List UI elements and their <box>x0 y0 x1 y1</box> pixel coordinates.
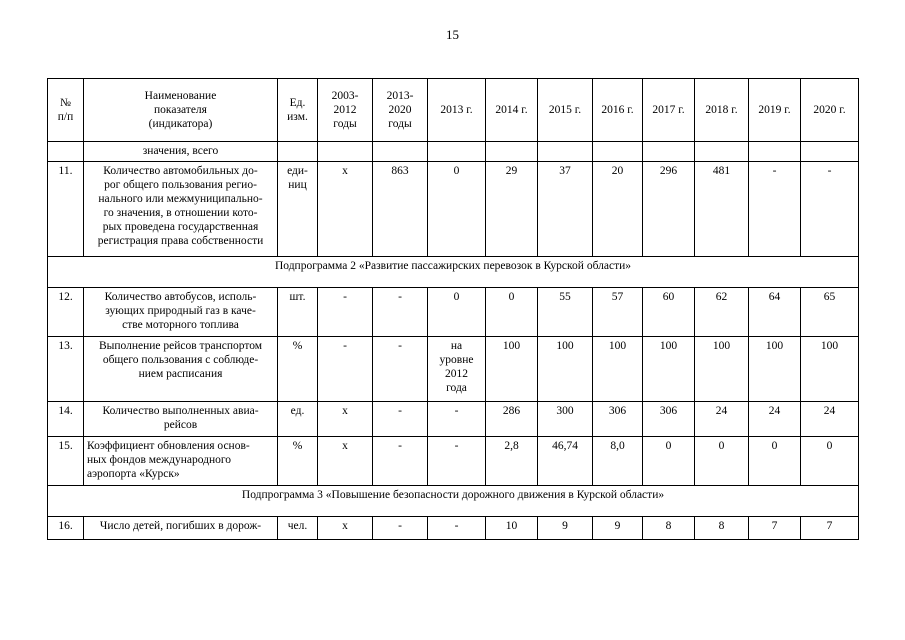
header-period-2013-2020: 2013- 2020 годы <box>373 79 428 142</box>
table-row-continuation <box>48 142 859 162</box>
value-2020: - <box>801 162 859 257</box>
table-row <box>48 337 859 402</box>
value-2017: 100 <box>643 337 695 402</box>
header-year-2018: 2018 г. <box>695 79 749 142</box>
header-year-2016: 2016 г. <box>593 79 643 142</box>
value-2019: 64 <box>749 288 801 337</box>
value-2019: 7 <box>749 517 801 540</box>
value-2015: 9 <box>538 517 593 540</box>
indicators-table <box>47 78 859 540</box>
value-2013: на уровне 2012 года <box>428 337 486 402</box>
value-2020: 0 <box>801 437 859 486</box>
value-2013-2020: - <box>373 517 428 540</box>
cell-empty <box>373 142 428 162</box>
unit-cell: чел. <box>278 517 318 540</box>
value-2016: 57 <box>593 288 643 337</box>
value-2019: 0 <box>749 437 801 486</box>
subprogram-row <box>48 257 859 288</box>
value-2014: 10 <box>486 517 538 540</box>
unit-cell: шт. <box>278 288 318 337</box>
header-year-2020: 2020 г. <box>801 79 859 142</box>
indicator-name: Выполнение рейсов транспортом общего пользования с соблюде- нием расписания <box>84 337 278 402</box>
value-2018: 8 <box>695 517 749 540</box>
header-year-2014: 2014 г. <box>486 79 538 142</box>
table-row <box>48 437 859 486</box>
cell-empty <box>643 142 695 162</box>
cell-empty <box>801 142 859 162</box>
indicator-name: Количество автомобильных до- рог общего пользования регио- нального или межмуниципально- го значения, в отношении кото- рых проведена государственная регистрация права собственности <box>84 162 278 257</box>
cell-empty <box>428 142 486 162</box>
subprogram-3-title: Подпрограмма 3 «Повышение безопасности дорожного движения в Курской области» <box>48 486 859 517</box>
table-row <box>48 288 859 337</box>
value-2016: 9 <box>593 517 643 540</box>
subprogram-row <box>48 486 859 517</box>
indicator-name: Количество автобусов, исполь- зующих природный газ в каче- стве моторного топлива <box>84 288 278 337</box>
value-2019: - <box>749 162 801 257</box>
value-2015: 46,74 <box>538 437 593 486</box>
value-2020: 7 <box>801 517 859 540</box>
unit-cell: % <box>278 437 318 486</box>
row-number: 14. <box>48 402 84 437</box>
value-2014: 2,8 <box>486 437 538 486</box>
value-2013-2020: - <box>373 288 428 337</box>
value-2013: - <box>428 437 486 486</box>
row-number: 13. <box>48 337 84 402</box>
table-row <box>48 402 859 437</box>
subprogram-2-title: Подпрограмма 2 «Развитие пассажирских перевозок в Курской области» <box>48 257 859 288</box>
value-2016: 306 <box>593 402 643 437</box>
unit-cell: % <box>278 337 318 402</box>
header-period-2003-2012: 2003- 2012 годы <box>318 79 373 142</box>
value-2019: 100 <box>749 337 801 402</box>
value-2020: 24 <box>801 402 859 437</box>
value-2017: 306 <box>643 402 695 437</box>
header-indicator-name: Наименование показателя (индикатора) <box>84 79 278 142</box>
value-2013: 0 <box>428 288 486 337</box>
value-2015: 300 <box>538 402 593 437</box>
value-2013-2020: - <box>373 337 428 402</box>
table-row <box>48 162 859 257</box>
header-unit: Ед. изм. <box>278 79 318 142</box>
indicator-name: Количество выполненных авиа- рейсов <box>84 402 278 437</box>
value-2017: 0 <box>643 437 695 486</box>
value-2003-2012: х <box>318 162 373 257</box>
value-2015: 100 <box>538 337 593 402</box>
value-2015: 55 <box>538 288 593 337</box>
value-2018: 481 <box>695 162 749 257</box>
cell-empty <box>278 142 318 162</box>
value-2017: 8 <box>643 517 695 540</box>
cell-empty <box>486 142 538 162</box>
row-number: 16. <box>48 517 84 540</box>
value-2018: 0 <box>695 437 749 486</box>
cell-empty <box>695 142 749 162</box>
value-2018: 62 <box>695 288 749 337</box>
value-2003-2012: х <box>318 437 373 486</box>
value-2014: 286 <box>486 402 538 437</box>
value-2020: 65 <box>801 288 859 337</box>
value-2013: - <box>428 517 486 540</box>
header-number: № п/п <box>48 79 84 142</box>
unit-cell: ед. <box>278 402 318 437</box>
row-number: 15. <box>48 437 84 486</box>
value-2014: 0 <box>486 288 538 337</box>
value-2013-2020: 863 <box>373 162 428 257</box>
value-2017: 296 <box>643 162 695 257</box>
value-2013-2020: - <box>373 402 428 437</box>
value-2013: 0 <box>428 162 486 257</box>
value-2020: 100 <box>801 337 859 402</box>
cell-empty <box>318 142 373 162</box>
value-2018: 100 <box>695 337 749 402</box>
cell-continuation-text: значения, всего <box>84 142 278 162</box>
value-2003-2012: х <box>318 517 373 540</box>
cell-empty <box>593 142 643 162</box>
value-2003-2012: - <box>318 288 373 337</box>
value-2015: 37 <box>538 162 593 257</box>
value-2003-2012: х <box>318 402 373 437</box>
indicator-name: Коэффициент обновления основ- ных фондов международного аэропорта «Курск» <box>84 437 278 486</box>
header-year-2015: 2015 г. <box>538 79 593 142</box>
cell-empty <box>538 142 593 162</box>
header-row <box>48 79 859 142</box>
table-row <box>48 517 859 540</box>
indicator-name: Число детей, погибших в дорож- <box>84 517 278 540</box>
value-2013-2020: - <box>373 437 428 486</box>
value-2019: 24 <box>749 402 801 437</box>
unit-cell: еди- ниц <box>278 162 318 257</box>
cell-empty <box>749 142 801 162</box>
value-2003-2012: - <box>318 337 373 402</box>
row-number: 11. <box>48 162 84 257</box>
cell-empty <box>48 142 84 162</box>
header-year-2017: 2017 г. <box>643 79 695 142</box>
header-year-2019: 2019 г. <box>749 79 801 142</box>
value-2017: 60 <box>643 288 695 337</box>
value-2014: 100 <box>486 337 538 402</box>
value-2016: 20 <box>593 162 643 257</box>
page-number: 15 <box>446 27 459 42</box>
header-year-2013: 2013 г. <box>428 79 486 142</box>
value-2016: 8,0 <box>593 437 643 486</box>
value-2016: 100 <box>593 337 643 402</box>
value-2018: 24 <box>695 402 749 437</box>
value-2014: 29 <box>486 162 538 257</box>
value-2013: - <box>428 402 486 437</box>
row-number: 12. <box>48 288 84 337</box>
